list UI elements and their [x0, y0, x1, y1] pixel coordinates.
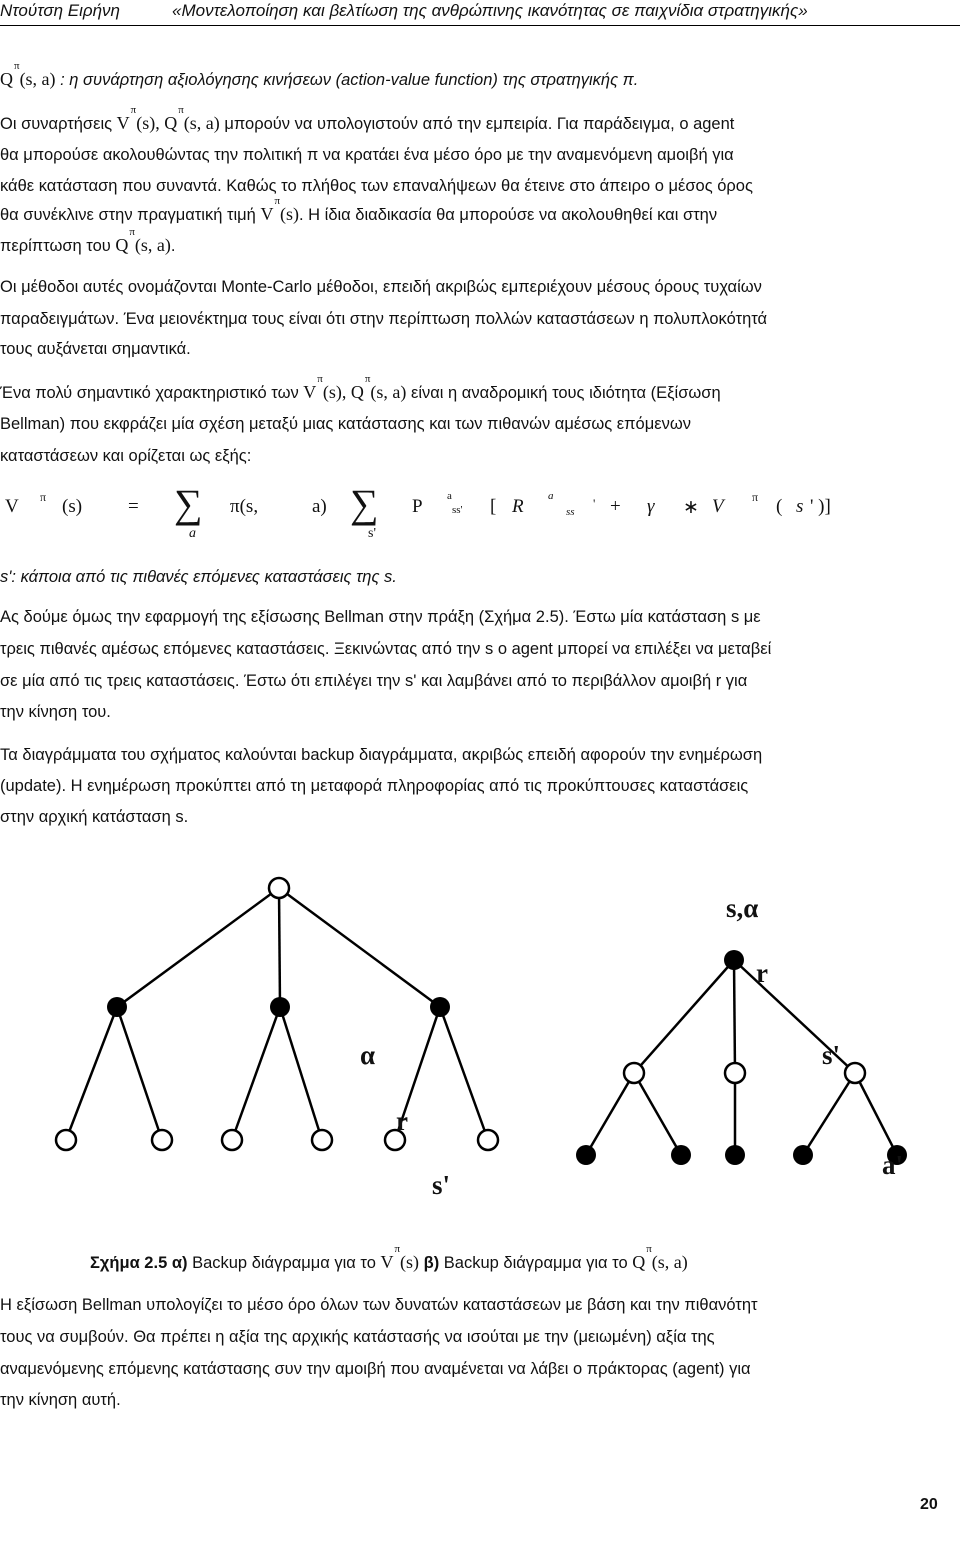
para2-line3: τους αυξάνεται σημαντικά. [0, 340, 191, 358]
eq-sum-s: ∑ [350, 481, 379, 526]
eq-r-sup: a [548, 490, 554, 502]
edge-v-m2 [280, 1007, 322, 1140]
edge-v-root-right [279, 888, 440, 1007]
node-state-leaf [312, 1130, 332, 1150]
para4-line3: σε μία από τις τρεις καταστάσεις. Έστω ότι επιλέγει την s' και λαμβάνει από το περιβάλλον αμοιβή r για [0, 672, 748, 690]
bellman-equation [0, 480, 960, 560]
label-sprime-right: s' [822, 1040, 841, 1070]
eq-p: P [412, 496, 423, 517]
edge-v-m1 [232, 1007, 280, 1140]
eq-sum-a: ∑ [174, 481, 203, 526]
label-reward-top: r [756, 958, 768, 988]
label-aprime: a' [882, 1150, 904, 1180]
eq-gamma: γ [647, 496, 655, 517]
eq-r: R [512, 496, 524, 517]
node-state-leaf [478, 1130, 498, 1150]
eq-lbracket: [ [490, 496, 497, 517]
eq-plus: + [610, 496, 621, 517]
para3-line2: Bellman) που εκφράζει μία σχέση μεταξύ μιας κατάστασης και των πιθανών αμέσως επόμενων [0, 415, 691, 433]
eq-pi2: π [752, 490, 759, 504]
edge-v-l2 [117, 1007, 162, 1140]
edge-q-1 [634, 960, 734, 1073]
q-definition: $Q^\pi(s$, a) : η συνάρτηση αξιολόγησης κινήσεων (action-value function) της στρατηγικής π. [0, 60, 639, 89]
node-state-leaf [56, 1130, 76, 1150]
eq-sum-s-index: s' [368, 526, 376, 541]
para1-line1: Οι συναρτήσεις $V^\pi(s)$, $Q^\pi(s$, a) μπορούν να υπολογιστούν από την εμπειρία. Για παράδειγμα, ο agent [0, 104, 735, 133]
running-header [0, 0, 960, 24]
para1-line2: θα μπορούσε ακολουθώντας την πολιτική π να κρατάει ένα μέσο όρο με την αναμενόμενη αμοιβή για [0, 146, 734, 164]
node-q-state [725, 1063, 745, 1083]
node-q-state [845, 1063, 865, 1083]
para4-line4: την κίνηση του. [0, 703, 111, 721]
para3-line3: καταστάσεων και ορίζεται ως εξής: [0, 447, 252, 465]
eq-pi: π [40, 490, 47, 504]
header-title: «Μοντελοποίηση και βελτίωση της ανθρώπινης ικανότητας σε παιχνίδια στρατηγικής» [172, 1, 808, 20]
eq-v2: V [712, 496, 724, 517]
node-action-right [430, 997, 450, 1017]
para6-line2: τους να συμβούν. Θα πρέπει η αξία της αρχικής κατάστασής να ισούται με την (μειωμένη) αξία της [0, 1328, 715, 1346]
eq-sum-a-index: a [189, 526, 196, 541]
label-reward-bottom: r [396, 1106, 408, 1136]
para4-line2: τρεις πιθανές αμέσως επόμενες καταστάσεις. Ξεκινώντας από την s ο agent μπορεί να επιλέξει να μεταβεί [0, 640, 772, 658]
diagram-q [576, 950, 907, 1165]
header-author: Ντούτση Ειρήνη [0, 1, 120, 20]
para6-line1: Η εξίσωση Bellman υπολογίζει το μέσο όρο όλων των δυνατών καταστάσεων με βάση και την πιθανότητ [0, 1296, 758, 1314]
para2-line1: Οι μέθοδοι αυτές ονομάζονται Monte-Carlo μέθοδοι, επειδή ακριβώς εμπεριέχουν μέσους όρους τυχαίων [0, 278, 762, 296]
node-q-action-root [724, 950, 744, 970]
diagram-v [56, 878, 498, 1150]
node-q-action-leaf [671, 1145, 691, 1165]
edge-v-root-left [117, 888, 279, 1007]
eq-p-sub: ss' [452, 504, 463, 516]
eq-tail-close: ' )] [810, 496, 831, 517]
node-state-leaf [222, 1130, 242, 1150]
para5-line3: στην αρχική κατάσταση s. [0, 808, 189, 826]
eq-policy: π(s, [230, 496, 259, 517]
figure-caption: Σχήμα 2.5 α) Backup διάγραμμα για το $V^\pi(s)$ β) Backup διάγραμμα για το $Q^\pi(s$, a) [90, 1243, 688, 1272]
para1-line3: κάθε κατάσταση που συναντά. Καθώς το πλήθος των επαναλήψεων θα έτεινε στο άπειρο ο μέσος όρος [0, 177, 753, 195]
node-action-left [107, 997, 127, 1017]
eq-v: V [5, 496, 19, 517]
para3-line1: Ένα πολύ σημαντικό χαρακτηριστικό των $V^\pi(s)$, $Q^\pi(s$, a) είναι η αναδρομική τους ιδιότητα (Εξίσωση [0, 373, 721, 402]
edge-v-root-mid [279, 888, 280, 1007]
node-state-leaf [152, 1130, 172, 1150]
para5-line2: (update). Η ενημέρωση προκύπτει από τη μεταφορά πληροφορίας από τις προκύπτουσες καταστάσεις [0, 777, 749, 795]
para5-line1: Τα διαγράμματα του σχήματος καλούνται backup διαγράμματα, ακριβώς επειδή αφορούν την ενημέρωση [0, 746, 763, 764]
label-alpha: α [360, 1040, 376, 1070]
eq-star: ∗ [683, 497, 699, 518]
header-rule [0, 25, 960, 26]
para4-line1: Ας δούμε όμως την εφαρμογή της εξίσωσης Bellman στην πράξη (Σχήμα 2.5). Έστω μία κατάσταση s με [0, 608, 761, 626]
eq-s: (s) [62, 496, 83, 517]
node-state-root [269, 878, 289, 898]
sprime-definition: s': κάποια από τις πιθανές επόμενες καταστάσεις της s. [0, 568, 397, 586]
edge-v-r2 [440, 1007, 488, 1140]
node-q-action-leaf [793, 1145, 813, 1165]
backup-diagrams [0, 850, 960, 1230]
eq-p-sup: a [447, 490, 452, 502]
eq-policy-a: a) [312, 496, 327, 517]
edge-q-2 [734, 960, 735, 1073]
eq-prime: ' [593, 496, 596, 511]
eq-tail-s: s [796, 496, 804, 517]
eq-r-sub: ss [566, 506, 575, 518]
edge-q-5 [634, 1073, 681, 1155]
page-number: 20 [920, 1496, 938, 1513]
para6-line3: αναμενόμενης επόμενης κατάστασης συν την αμοιβή που αναμένεται να λάβει ο πράκτορας (agent) για [0, 1360, 751, 1378]
para2-line2: παραδειγμάτων. Ένα μειονέκτημα τους είναι ότι στην περίπτωση πολλών καταστάσεων η πολυπλοκότητά [0, 310, 768, 328]
edge-q-4 [586, 1073, 634, 1155]
node-q-action-leaf [725, 1145, 745, 1165]
label-root-state-action: s,α [726, 893, 759, 923]
para1-line5: περίπτωση του $Q^\pi(s$, a). [0, 226, 176, 255]
node-action-mid [270, 997, 290, 1017]
edge-q-8 [855, 1073, 897, 1155]
edge-v-l1 [66, 1007, 117, 1140]
edge-q-7 [803, 1073, 855, 1155]
para6-line4: την κίνηση αυτή. [0, 1391, 121, 1409]
eq-tail-open: ( [776, 496, 783, 517]
para1-line4: θα συνέκλινε στην πραγματική τιμή $V^\pi(s)$. Η ίδια διαδικασία θα μπορούσε να ακολουθηθεί και στην [0, 195, 718, 224]
eq-equals: = [128, 496, 139, 517]
node-q-state [624, 1063, 644, 1083]
node-q-action-leaf [576, 1145, 596, 1165]
label-sprime-bottom: s' [432, 1170, 451, 1200]
